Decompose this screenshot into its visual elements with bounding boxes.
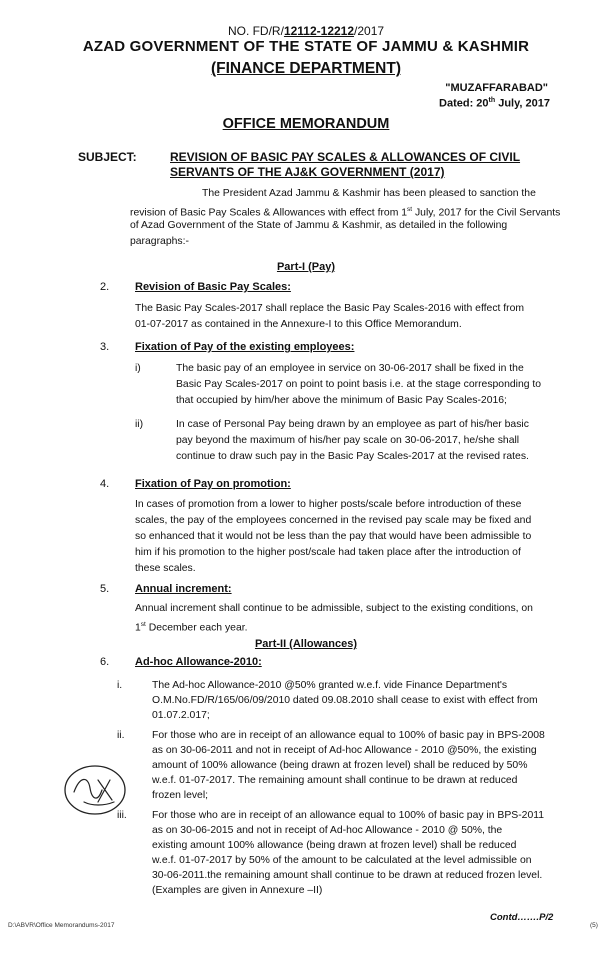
para-6-iii-marker: iii. xyxy=(117,810,127,821)
para-6-heading: Ad-hoc Allowance-2010: xyxy=(135,656,262,668)
para-4-line-5: these scales. xyxy=(135,563,196,574)
subject-label: SUBJECT: xyxy=(78,150,137,164)
para-3-ii-marker: ii) xyxy=(135,419,144,430)
place: "MUZAFFARABAD" xyxy=(445,82,548,94)
page-mark: (5) xyxy=(590,922,598,929)
para-2-line-1: The Basic Pay Scales-2017 shall replace the Basic Pay Scales-2016 with effect from xyxy=(135,303,525,314)
para-6-i-marker: i. xyxy=(117,680,123,691)
part-2-title: Part-II (Allowances) xyxy=(254,638,358,650)
intro-line-3: of Azad Government of the State of Jammu & Kashmir, as detailed in the following xyxy=(130,220,508,231)
intro-line-2: revision of Basic Pay Scales & Allowances with effect from 1st July, 2017 for the Civil Servants xyxy=(130,206,561,219)
para-6-ii-line-4: w.e.f. 01-07-2017. The remaining amount shall continue to be drawn at reduced xyxy=(152,775,518,786)
para-6-iii-line-3: existing amount 100% allowance (being drawn at frozen level) shall be reduced xyxy=(152,840,517,851)
para-5-heading: Annual increment: xyxy=(135,583,232,595)
para-3-heading: Fixation of Pay of the existing employees: xyxy=(135,341,355,353)
reference-range: 12112-12212 xyxy=(283,24,355,38)
para-6-i-line-3: 01.07.2.017; xyxy=(152,710,210,721)
file-path: D:\ABVR\Office Memorandums-2017 xyxy=(8,922,115,929)
para-4-number: 4. xyxy=(100,478,110,490)
para-4-heading: Fixation of Pay on promotion: xyxy=(135,478,291,490)
para-6-ii-marker: ii. xyxy=(117,730,125,741)
para-3-i-line-2: Basic Pay Scales-2017 on point to point basis i.e. at the stage corresponding to xyxy=(176,379,542,390)
para-4-line-2: scales, the pay of the employees concerned in the revised pay scale may be fixed and xyxy=(135,515,532,526)
part-1-title: Part-I (Pay) xyxy=(276,261,336,273)
para-2-line-2: 01-07-2017 as contained in the Annexure-I to this Office Memorandum. xyxy=(135,319,462,330)
para-6-ii-line-5: frozen level; xyxy=(152,790,209,801)
para-5-line-2: 1st December each year. xyxy=(135,621,248,634)
para-6-iii-line-6: (Examples are given in Annexure –II) xyxy=(152,885,323,896)
para-5-number: 5. xyxy=(100,583,110,595)
para-6-ii-line-1: For those who are in receipt of an allowance equal to 100% of basic pay in BPS-2008 xyxy=(152,730,545,741)
para-3-i-line-3: that occupied by him/her above the minimum of Basic Pay Scales-2016; xyxy=(176,395,507,406)
para-3-ii-line-1: In case of Personal Pay being drawn by an employee as part of his/her basic xyxy=(176,419,529,430)
para-6-ii-line-2: as on 30-06-2011 and not in receipt of Ad-hoc Allowance - 2010 @50%, the existing xyxy=(152,745,537,756)
para-3-i-marker: i) xyxy=(135,363,141,374)
para-4-line-3: so enhanced that it would not be less than the pay that would have been admissible to xyxy=(135,531,532,542)
reference-number: NO. FD/R/12112-12212/2017 xyxy=(227,24,385,38)
intro-line-1: The President Azad Jammu & Kashmir has been pleased to sanction the xyxy=(202,188,536,199)
para-3-i-line-1: The basic pay of an employee in service on 30-06-2017 shall be fixed in the xyxy=(176,363,524,374)
para-6-iii-line-4: w.e.f. 01-07-2017 by 50% of the amount to be calculated at the level admissible on xyxy=(152,855,532,866)
para-6-i-line-1: The Ad-hoc Allowance-2010 @50% granted w.e.f. vide Finance Department's xyxy=(152,680,508,691)
para-3-ii-line-2: pay beyond the maximum of his/her pay scale on 30-06-2017, he/she shall xyxy=(176,435,520,446)
para-2-heading: Revision of Basic Pay Scales: xyxy=(135,281,291,293)
para-6-iii-line-2: as on 30-06-2015 and not in receipt of Ad-hoc Allowance - 2010 @ 50%, the xyxy=(152,825,503,836)
intro-line-4: paragraphs:- xyxy=(130,236,189,247)
subject-line-1: REVISION OF BASIC PAY SCALES & ALLOWANCES OF CIVIL xyxy=(170,150,521,164)
continued-marker: Contd…….P/2 xyxy=(490,912,554,923)
office-memorandum-title: OFFICE MEMORANDUM xyxy=(222,116,390,132)
subject-line-2: SERVANTS OF THE AJ&K GOVERNMENT (2017) xyxy=(170,165,445,179)
para-4-line-4: him if his promotion to the higher post/scale had taken place after the introduction of xyxy=(135,547,521,558)
para-5-line-1: Annual increment shall continue to be admissible, subject to the existing conditions, on xyxy=(135,603,533,614)
para-6-iii-line-5: 30-06-2011.the remaining amount shall continue to be drawn at reduced frozen level. xyxy=(152,870,543,881)
para-4-line-1: In cases of promotion from a lower to higher posts/scale before introduction of these xyxy=(135,499,522,510)
government-heading: AZAD GOVERNMENT OF THE STATE OF JAMMU & KASHMIR xyxy=(82,38,530,55)
date-line: Dated: 20th July, 2017 xyxy=(439,97,550,110)
para-6-number: 6. xyxy=(100,656,110,668)
department-heading: (FINANCE DEPARTMENT) xyxy=(210,60,401,77)
handwritten-initials-mark xyxy=(62,762,128,818)
para-6-iii-line-1: For those who are in receipt of an allowance equal to 100% of basic pay in BPS-2011 xyxy=(152,810,545,821)
para-6-i-line-2: O.M.No.FD/R/165/06/09/2010 dated 09.08.2010 shall cease to exist with effect from xyxy=(152,695,538,706)
para-6-ii-line-3: amount of 100% allowance (being drawn at frozen level) shall be reduced by 50% xyxy=(152,760,528,771)
para-2-number: 2. xyxy=(100,281,110,293)
para-3-ii-line-3: continue to draw such pay in the Basic Pay Scales-2017 at the revised rates. xyxy=(176,451,529,462)
para-3-number: 3. xyxy=(100,341,110,353)
